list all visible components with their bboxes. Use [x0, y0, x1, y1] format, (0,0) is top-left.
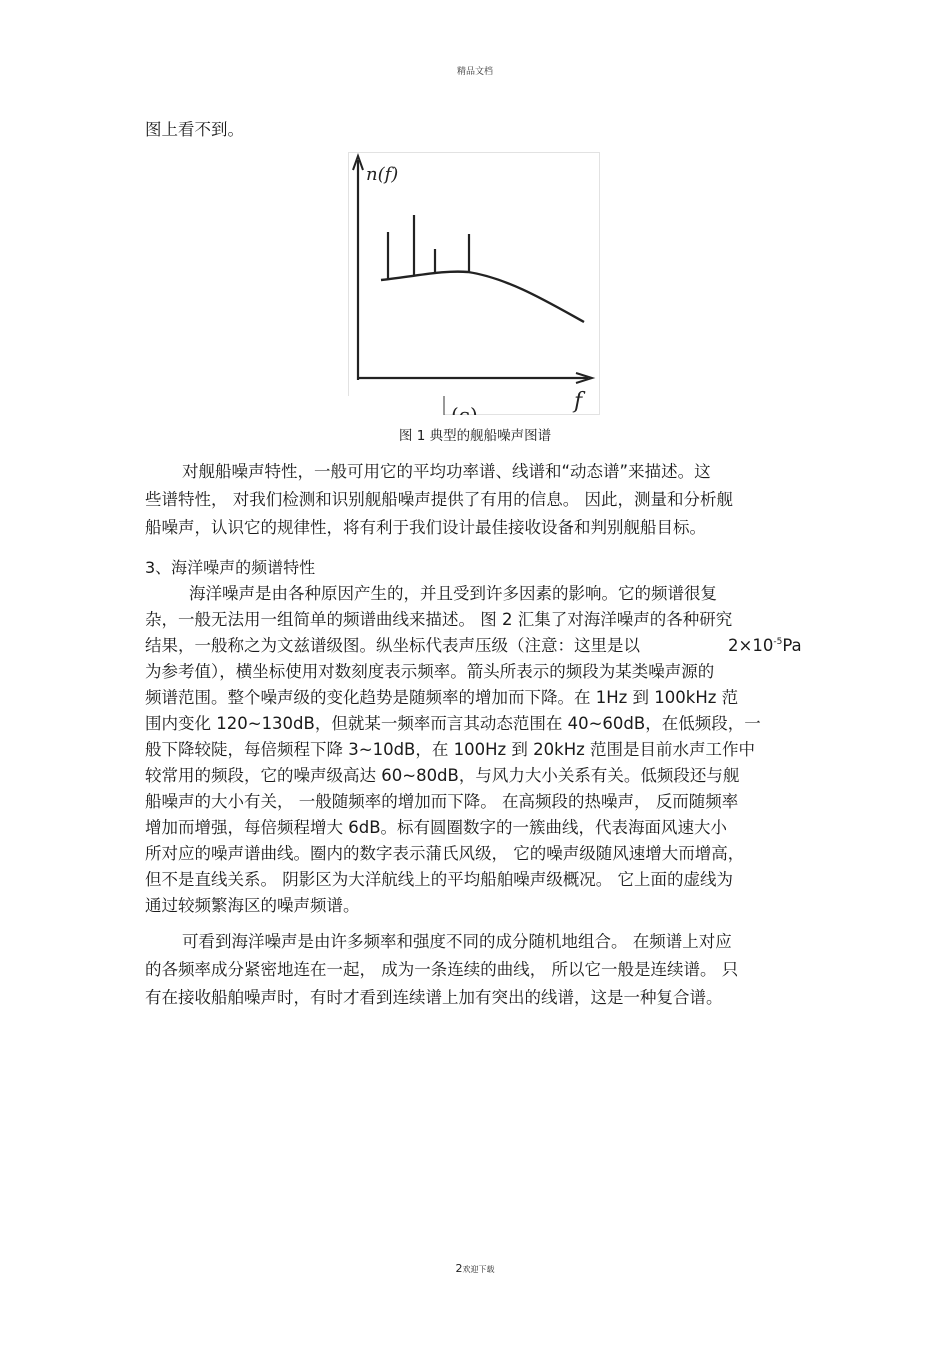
intro-line: 图上看不到。 — [145, 120, 244, 139]
figure-frame — [349, 153, 600, 415]
section-heading: 3、海洋噪声的频谱特性 — [145, 558, 316, 577]
paragraph2-line-7: 般下降较陡，每倍频程下降 3~10dB，在 100Hz 到 20kHz 范围是目前水声工作中 — [145, 740, 756, 759]
y-axis-label: n(f) — [366, 164, 399, 185]
page-header: 精品文档 — [456, 67, 493, 77]
paragraph2-line-11: 所对应的噪声谱曲线。圈内的数字表示蒲氏风级， 它的噪声级随风速增大而增高， — [145, 844, 745, 863]
paragraph1-line-1: 对舰船噪声特性，一般可用它的平均功率谱、线谱和“动态谱”来描述。这 — [182, 462, 711, 481]
paragraph2-line-9: 船噪声的大小有关， 一般随频率的增加而下降。 在高频段的热噪声， 反而随频率 — [145, 792, 739, 811]
figure-caption: 图 1 典型的舰船噪声图谱 — [398, 428, 552, 444]
reference-unit: Pa — [782, 636, 802, 655]
page-footer — [0, 1262, 950, 1275]
reference-value: 2×10 — [728, 636, 774, 655]
paragraph2-line-8: 较常用的频段，它的噪声级高达 60~80dB，与风力大小关系有关。低频段还与舰 — [145, 766, 740, 785]
paragraph2-line-4: 为参考值），横坐标使用对数刻度表示频率。箭头所表示的频段为某类噪声源的 — [145, 662, 715, 681]
crop-mask — [348, 396, 444, 415]
noise-spectrum-figure — [348, 152, 600, 415]
footer-text: 欢迎下载 — [462, 1265, 495, 1274]
paragraph2-line-10: 增加而增强，每倍频程增大 6dB。标有圆圈数字的一簇曲线，代表海面风速大小 — [145, 818, 728, 837]
paragraph2-line-12: 但不是直线关系。 阴影区为大洋航线上的平均船舶噪声级概况。 它上面的虚线为 — [145, 870, 733, 889]
paragraph1-line-3: 船噪声，认识它的规律性，将有利于我们设计最佳接收设备和判别舰船目标。 — [145, 518, 706, 537]
paragraph2-line-13: 通过较频繁海区的噪声频谱。 — [145, 896, 360, 915]
paragraph3-line-2: 的各频率成分紧密地连在一起， 成为一条连续的曲线， 所以它一般是连续谱。 只 — [145, 960, 739, 979]
paragraph3-line-3: 有在接收船舶噪声时，有时才看到连续谱上加有突出的线谱，这是一种复合谱。 — [145, 988, 723, 1007]
reference-pressure — [728, 634, 802, 661]
paragraph2-line-2: 杂，一般无法用一组简单的频谱曲线来描述。 图 2 汇集了对海洋噪声的各种研究 — [145, 610, 733, 629]
reference-exponent: -5 — [773, 637, 783, 647]
page-number: 2 — [455, 1262, 463, 1275]
spectrum-diagram — [348, 152, 600, 415]
paragraph2-line-6: 围内变化 120~130dB，但就某一频率而言其动态范围在 40~60dB，在低频段，一 — [145, 714, 761, 733]
paragraph2-line-1: 海洋噪声是由各种原因产生的，并且受到许多因素的影响。它的频谱很复 — [189, 584, 717, 603]
paragraph2-line-5: 频谱范围。整个噪声级的变化趋势是随频率的增加而下降。在 1Hz 到 100kHz 范 — [145, 688, 739, 707]
paragraph2-line-3: 结果，一般称之为文兹谱级图。纵坐标代表声压级（注意：这里是以 — [145, 636, 640, 655]
x-axis-label: f — [574, 389, 583, 414]
paragraph3-line-1: 可看到海洋噪声是由许多频率和强度不同的成分随机地组合。 在频谱上对应 — [182, 932, 732, 951]
sub-figure-label: (c) — [451, 403, 478, 415]
paragraph1-line-2: 些谱特性， 对我们检测和识别舰船噪声提供了有用的信息。 因此，测量和分析舰 — [145, 490, 733, 509]
